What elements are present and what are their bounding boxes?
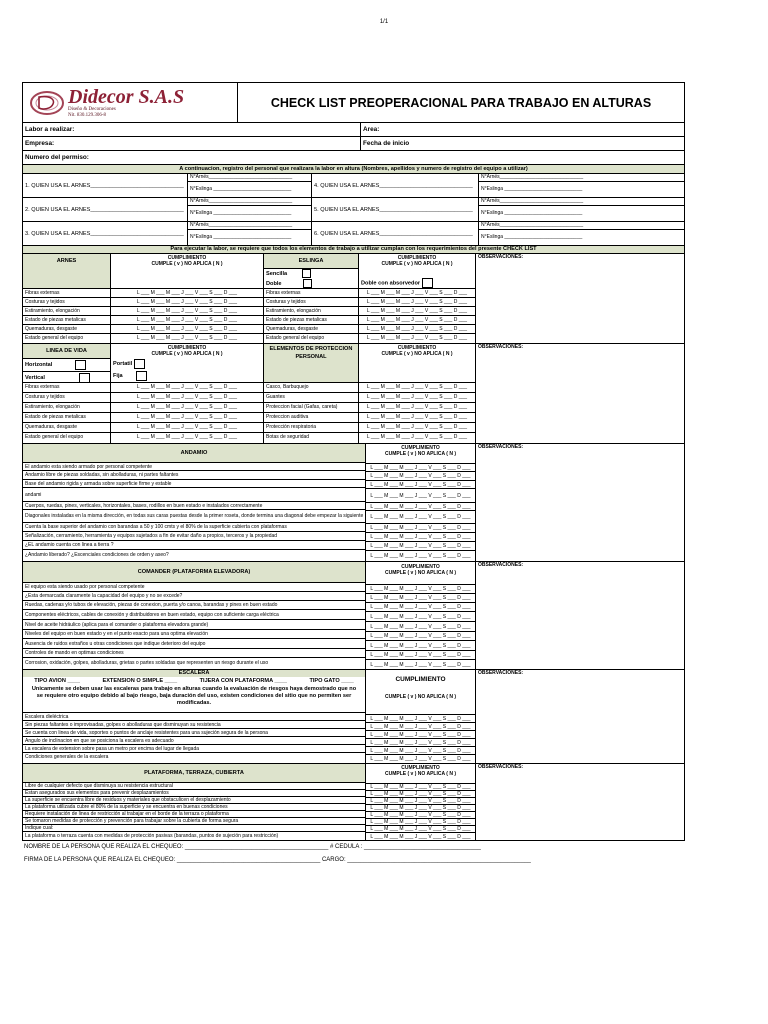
epp-rows bbox=[264, 383, 475, 443]
plataforma-check-block bbox=[366, 764, 476, 840]
arnes-head bbox=[23, 254, 263, 289]
arnes-number[interactable]: N°Arnés______________________________ bbox=[188, 198, 311, 206]
check-item-label: Requiere instalación de linea de restricción al trabajar en el borde de la terraza o plataforma bbox=[23, 811, 365, 818]
check-item-label: Nivel de aceite hidráulico (aplica para el comander o plataforma elevadora grande) bbox=[23, 620, 365, 630]
weekday-scale[interactable]: L ___ M ___ M ___ J ___ V ___ S ___ D ___ bbox=[366, 464, 475, 472]
cumple-label: CUMPLE ( v ) NO APLICA ( N ) bbox=[384, 570, 456, 576]
arnes-eslinga-section bbox=[23, 254, 684, 344]
escalera-title: ESCALERA bbox=[23, 670, 365, 677]
comander-items bbox=[23, 583, 365, 667]
doble-absorvedor-checkbox[interactable] bbox=[422, 278, 433, 288]
eslinga-cumplimiento-head bbox=[359, 254, 475, 288]
weekday-scale[interactable]: L ___ M ___ M ___ J ___ V ___ S ___ D ___ bbox=[136, 394, 238, 400]
weekday-scale[interactable]: L ___ M ___ M ___ J ___ V ___ S ___ D ___ bbox=[136, 317, 238, 323]
weekday-scale[interactable]: L ___ M ___ M ___ J ___ V ___ S ___ D ___ bbox=[366, 715, 475, 723]
logo-name: Didecor S.A.S bbox=[68, 85, 185, 108]
check-item-row bbox=[23, 433, 263, 443]
andamio-scales bbox=[366, 464, 475, 561]
escalera-check-block bbox=[366, 670, 476, 763]
weekday-scale[interactable]: L ___ M ___ M ___ J ___ V ___ S ___ D ___ bbox=[136, 434, 238, 440]
cumplimiento-label: CUMPLIMIENTO bbox=[397, 255, 437, 261]
doble-absorvedor-row bbox=[359, 278, 475, 288]
weekday-scale[interactable]: L ___ M ___ M ___ J ___ V ___ S ___ D ___ bbox=[370, 553, 471, 559]
doble-absorvedor-label: Doble con absorvedor bbox=[361, 280, 421, 287]
check-item-row bbox=[264, 393, 475, 403]
check-item-label: Costuras y tejidos bbox=[23, 298, 111, 306]
check-item-row bbox=[264, 298, 475, 307]
arnes-user-6[interactable]: 6. QUIEN USA EL ARNES______________________________ bbox=[312, 222, 479, 245]
check-item-row bbox=[23, 334, 263, 343]
weekday-scale[interactable]: L ___ M ___ M ___ J ___ V ___ S ___ D ___ bbox=[366, 798, 475, 805]
arnes-number[interactable]: N°Arnés______________________________ bbox=[479, 222, 684, 230]
check-item-label: Estado de piezas metalicas bbox=[264, 316, 359, 324]
weekday-scale[interactable]: L ___ M ___ M ___ J ___ V ___ S ___ D ___ bbox=[136, 290, 238, 296]
andamio-section bbox=[23, 444, 684, 562]
cumple-label: CUMPLE ( v ) NO APLICA ( N ) bbox=[381, 261, 453, 267]
check-item-label: Componentes eléctricos, cables de conexión y distribuidores en buen estado, equipo con suficiente carga eléctrica bbox=[23, 610, 365, 620]
cumplimiento-label: CUMPLIMIENTO bbox=[401, 445, 440, 451]
sencilla-label: Sencilla bbox=[266, 270, 288, 277]
weekday-scale[interactable]: L ___ M ___ M ___ J ___ V ___ S ___ D ___ bbox=[366, 335, 468, 341]
arnes-cumplimiento-head bbox=[111, 254, 263, 288]
weekday-scale[interactable]: L ___ M ___ M ___ J ___ V ___ S ___ D ___ bbox=[366, 290, 468, 296]
personal-header-row bbox=[23, 165, 684, 174]
epp-title: ELEMENTOS DE PROTECCION PERSONAL bbox=[264, 344, 359, 382]
weekday-scale[interactable]: L ___ M ___ M ___ J ___ V ___ S ___ D ___ bbox=[366, 472, 475, 481]
weekday-scale[interactable]: L ___ M ___ M ___ J ___ V ___ S ___ D ___ bbox=[366, 632, 475, 641]
eslinga-doble-row bbox=[264, 279, 358, 288]
comander-observaciones[interactable]: OBSERVACIONES: bbox=[478, 562, 524, 568]
check-item-label: Cuenta la base superior del andamio con barandas a 50 y 100 cmts y el 80% de la superficie cubierta con plataformas bbox=[23, 523, 365, 532]
check-item-row bbox=[264, 325, 475, 334]
vertical-label: Vertical bbox=[25, 375, 45, 381]
check-item-label: ¿Andamio liberado? ¿Escenciales condiciones de orden y aseo? bbox=[25, 552, 169, 558]
linea-right bbox=[111, 344, 263, 382]
linea-rows bbox=[23, 383, 263, 443]
linea-cumplimiento-head bbox=[111, 344, 263, 358]
vertical-checkbox[interactable] bbox=[79, 373, 90, 382]
check-item-label: Costuras y tejidos bbox=[264, 298, 359, 306]
weekday-scale[interactable]: L ___ M ___ M ___ J ___ V ___ S ___ D ___ bbox=[366, 731, 475, 739]
weekday-scale[interactable]: L ___ M ___ M ___ J ___ V ___ S ___ D ___ bbox=[366, 651, 475, 660]
check-item-row bbox=[23, 325, 263, 334]
eslinga-number[interactable]: N°Eslinga ____________________________ bbox=[190, 234, 292, 240]
check-item-row bbox=[23, 307, 263, 316]
nombre-cedula-line[interactable]: NOMBRE DE LA PERSONA QUE REALIZA EL CHEQUEO: ___________________________________________ # CEDULA : ___________________________________ bbox=[24, 844, 481, 850]
weekday-scale[interactable]: L ___ M ___ M ___ J ___ V ___ S ___ D ___ bbox=[366, 805, 475, 812]
escalera-observaciones[interactable]: OBSERVACIONES: bbox=[478, 670, 524, 676]
andamio-block bbox=[23, 444, 366, 561]
weekday-scale[interactable]: L ___ M ___ M ___ J ___ V ___ S ___ D ___ bbox=[136, 414, 238, 420]
cumplimiento-label: CUMPLIMIENTO bbox=[397, 345, 437, 351]
weekday-scale[interactable]: L ___ M ___ M ___ J ___ V ___ S ___ D ___ bbox=[366, 594, 475, 603]
cumplimiento-label: CUMPLIMIENTO bbox=[167, 255, 207, 261]
epp-head bbox=[264, 344, 475, 383]
fields-row-1 bbox=[23, 123, 684, 137]
check-item-row bbox=[23, 413, 263, 423]
plataforma-scales bbox=[366, 784, 475, 840]
weekday-scale[interactable]: L ___ M ___ M ___ J ___ V ___ S ___ D ___ bbox=[366, 524, 475, 533]
fija-checkbox[interactable] bbox=[136, 371, 147, 381]
comander-scales bbox=[366, 585, 475, 669]
check-item-label: Quemaduras, desgaste bbox=[264, 325, 359, 333]
arnes-user-3[interactable]: 3. QUIEN USA EL ARNES______________________________ bbox=[23, 222, 188, 245]
escalera-scales bbox=[366, 715, 475, 763]
eslinga-title: ESLINGA bbox=[264, 254, 358, 269]
check-item-label: La escalera de extension sobre pasa un metro por encima del lugar de llegada bbox=[23, 745, 365, 753]
comander-cumplimiento-head bbox=[366, 562, 475, 585]
tipo-avion[interactable]: TIPO AVION ____ bbox=[34, 678, 80, 684]
horizontal-label: Horizontal bbox=[25, 362, 53, 368]
weekday-scale[interactable]: L ___ M ___ M ___ J ___ V ___ S ___ D ___ bbox=[366, 585, 475, 594]
eslinga-number[interactable]: N°Eslinga ____________________________ bbox=[481, 186, 583, 192]
weekday-scale[interactable]: L ___ M ___ M ___ J ___ V ___ S ___ D ___ bbox=[370, 833, 471, 840]
weekday-scale[interactable]: L ___ M ___ M ___ J ___ V ___ S ___ D ___ bbox=[366, 404, 468, 410]
weekday-scale[interactable]: L ___ M ___ M ___ J ___ V ___ S ___ D ___ bbox=[366, 434, 468, 440]
check-item-row bbox=[264, 423, 475, 433]
weekday-scale[interactable]: L ___ M ___ M ___ J ___ V ___ S ___ D ___ bbox=[366, 612, 475, 622]
cumple-label: CUMPLE ( v ) NO APLICA ( N ) bbox=[384, 771, 456, 777]
cumplimiento-label: CUMPLIMIENTO bbox=[167, 345, 207, 351]
fecha-field[interactable]: Fecha de inicio bbox=[363, 140, 410, 147]
requirements-header-row bbox=[23, 246, 684, 254]
check-item-label: Costuras y tejidos bbox=[23, 393, 111, 402]
weekday-scale[interactable]: L ___ M ___ M ___ J ___ V ___ S ___ D ___ bbox=[366, 308, 468, 314]
cumple-label: CUMPLE ( v ) NO APLICA ( N ) bbox=[381, 351, 453, 357]
linea-block bbox=[23, 344, 264, 443]
plataforma-items bbox=[23, 783, 365, 839]
arnes-ids-3 bbox=[188, 222, 312, 245]
sencilla-checkbox[interactable] bbox=[302, 269, 311, 278]
weekday-scale[interactable]: L ___ M ___ M ___ J ___ V ___ S ___ D ___ bbox=[366, 784, 475, 791]
cumple-label: CUMPLE ( v ) NO APLICA ( N ) bbox=[151, 261, 223, 267]
check-item-row bbox=[23, 383, 263, 393]
check-item-label: La plataforma o terraza cuenta con medidas de protección pasivas (barandas, puntos de sujeción para restricción) bbox=[25, 832, 279, 839]
linea-head bbox=[23, 344, 263, 383]
vertical-row bbox=[23, 372, 110, 382]
arnes-ids-4 bbox=[479, 174, 684, 197]
tipo-extension[interactable]: EXTENSION O SIMPLE ____ bbox=[102, 678, 178, 684]
arnes-user-4[interactable]: 4. QUIEN USA EL ARNES______________________________ bbox=[312, 174, 479, 197]
check-item-label: Señalización, cerramiento, herramienta y equipos sujetados a fin de evitar daño a propios, terceros y la propiedad bbox=[23, 532, 365, 541]
weekday-scale[interactable]: L ___ M ___ M ___ J ___ V ___ S ___ D ___ bbox=[366, 394, 468, 400]
logo-subtitle: Diseño & Decoraciones bbox=[68, 106, 116, 112]
arnes-number[interactable]: N°Arnés______________________________ bbox=[188, 222, 311, 230]
check-item-label: Base del andamio rigida y armada sobre superficie firme y estable bbox=[23, 480, 365, 488]
check-item-row bbox=[264, 433, 475, 443]
arnes-title: ARNES bbox=[23, 254, 111, 288]
arnes-block bbox=[23, 254, 264, 343]
page-title: CHECK LIST PREOPERACIONAL PARA TRABAJO EN ALTURAS bbox=[270, 95, 652, 110]
check-item-row bbox=[23, 316, 263, 325]
plataforma-block bbox=[23, 764, 366, 840]
arnes-user-1[interactable]: 1. QUIEN USA EL ARNES______________________________ bbox=[23, 174, 188, 197]
tipo-tijera[interactable]: TIJERA CON PLATAFORMA ____ bbox=[199, 678, 287, 684]
portatil-label: Portatil bbox=[113, 361, 133, 367]
check-item-row bbox=[264, 383, 475, 393]
check-item-row bbox=[23, 289, 263, 298]
check-item-label: El equipo esta siendo usado por personal competente bbox=[23, 583, 365, 592]
weekday-scale[interactable]: L ___ M ___ M ___ J ___ V ___ S ___ D ___ bbox=[366, 481, 475, 489]
check-item-label: Estado general del equipo bbox=[23, 334, 111, 343]
weekday-scale[interactable]: L ___ M ___ M ___ J ___ V ___ S ___ D ___ bbox=[366, 819, 475, 826]
check-item-label: Cuerpos, ruedas, pines, verticales, horizontales, bases, rodillos en buen estado e instalados correctamente bbox=[23, 502, 365, 510]
andamio-title: ANDAMIO bbox=[23, 444, 365, 463]
weekday-scale[interactable]: L ___ M ___ M ___ J ___ V ___ S ___ D ___ bbox=[366, 424, 468, 430]
logo-nit: Nit. 830.129.306-8 bbox=[68, 112, 107, 118]
check-item-label: Estiramiento, elongación bbox=[23, 403, 111, 412]
linea-epp-section bbox=[23, 344, 684, 444]
weekday-scale[interactable]: L ___ M ___ M ___ J ___ V ___ S ___ D ___ bbox=[366, 739, 475, 747]
comander-title: COMANDER (PLATAFORMA ELEVADORA) bbox=[23, 562, 365, 583]
check-item-label: Estado general del equipo bbox=[264, 334, 359, 343]
weekday-scale[interactable]: L ___ M ___ M ___ J ___ V ___ S ___ D ___ bbox=[366, 791, 475, 798]
area-field[interactable]: Area: bbox=[363, 126, 380, 133]
cumplimiento-label: CUMPLIMIENTO bbox=[401, 564, 440, 570]
linea-observaciones[interactable]: OBSERVACIONES: bbox=[478, 344, 524, 350]
check-item-label: La plataforma utilizada cubre el 80% de la superficie y se encuentra en buenas condiciones bbox=[23, 804, 365, 811]
personal-row-3 bbox=[23, 222, 684, 246]
check-item-label: Estiramiento, elongación bbox=[23, 307, 111, 315]
weekday-scale[interactable]: L ___ M ___ M ___ J ___ V ___ S ___ D ___ bbox=[366, 533, 475, 542]
doble-label: Doble bbox=[266, 280, 282, 287]
horizontal-checkbox[interactable] bbox=[75, 360, 86, 370]
eslinga-sencilla-row bbox=[264, 269, 358, 279]
weekday-scale[interactable]: L ___ M ___ M ___ J ___ V ___ S ___ D ___ bbox=[366, 641, 475, 651]
check-item-label: Fibras externas bbox=[23, 383, 111, 392]
check-item-label: Estado de piezas metalicas bbox=[23, 316, 111, 324]
eslinga-type bbox=[264, 254, 359, 288]
comander-block bbox=[23, 562, 366, 669]
check-item-label: Casco, Barbuquejo bbox=[264, 383, 359, 392]
fija-row bbox=[111, 370, 263, 382]
check-item-row bbox=[23, 423, 263, 433]
andamio-check-block bbox=[366, 444, 476, 561]
check-item-label: Fibras externas bbox=[264, 289, 359, 297]
arnes-ids-6 bbox=[479, 222, 684, 245]
check-item-label: El andamio esta siendo armado por personal competente bbox=[23, 463, 365, 471]
weekday-scale[interactable]: L ___ M ___ M ___ J ___ V ___ S ___ D ___ bbox=[366, 384, 468, 390]
page-number: 1/1 bbox=[379, 19, 389, 25]
epp-block bbox=[264, 344, 476, 443]
eslinga-head bbox=[264, 254, 475, 289]
eslinga-block bbox=[264, 254, 476, 343]
weekday-scale[interactable]: L ___ M ___ M ___ J ___ V ___ S ___ D ___ bbox=[370, 661, 471, 668]
weekday-scale[interactable]: L ___ M ___ M ___ J ___ V ___ S ___ D ___ bbox=[370, 756, 471, 762]
arnes-number[interactable]: N°Arnés______________________________ bbox=[479, 198, 684, 206]
check-item-label: Proteccion facial (Gafas, careta) bbox=[264, 403, 359, 412]
check-item-label: Estiramiento, elongación bbox=[264, 307, 359, 315]
check-item-label: Proteccion auditiva bbox=[264, 413, 359, 422]
check-item-row bbox=[23, 298, 263, 307]
check-item-label: Condiciones generales de la escalera bbox=[25, 754, 109, 760]
weekday-scale[interactable]: L ___ M ___ M ___ J ___ V ___ S ___ D ___ bbox=[136, 384, 238, 390]
personal-row-1 bbox=[23, 174, 684, 198]
weekday-scale[interactable]: L ___ M ___ M ___ J ___ V ___ S ___ D ___ bbox=[366, 503, 475, 511]
checklist-form bbox=[22, 82, 685, 841]
doble-checkbox[interactable] bbox=[303, 279, 312, 288]
check-item-label: Estan asegurados sus elementos para prevenir desplazamientos bbox=[23, 790, 365, 797]
portatil-checkbox[interactable] bbox=[134, 359, 145, 369]
weekday-scale[interactable]: L ___ M ___ M ___ J ___ V ___ S ___ D ___ bbox=[136, 326, 238, 332]
escalera-note: Unicamente se deben usar las escaleras para trabajo en alturas cuando la evaluación de riesgos haya demostrado que no se requiere otro equipo debido al bajo riesgo, baja duración del uso, existen condiciones del sitio que no permiten ser modificadas. bbox=[31, 686, 357, 706]
plataforma-observaciones[interactable]: OBSERVACIONES: bbox=[478, 764, 524, 770]
check-item-label: ¿EL andamio cuenta con linea a tierra ? bbox=[23, 541, 365, 550]
weekday-scale[interactable]: L ___ M ___ M ___ J ___ V ___ S ___ D ___ bbox=[366, 511, 475, 524]
check-item-label: Se cuenta con linea de vida, soportes o puntos de anclaje resistentes para una sujeción segura de la persona bbox=[23, 729, 365, 737]
check-item-row bbox=[23, 403, 263, 413]
weekday-scale[interactable]: L ___ M ___ M ___ J ___ V ___ S ___ D ___ bbox=[366, 723, 475, 731]
weekday-scale[interactable]: L ___ M ___ M ___ J ___ V ___ S ___ D ___ bbox=[366, 299, 468, 305]
plataforma-cumplimiento-head bbox=[366, 764, 475, 784]
check-item-label: Estado de piezas metalicas bbox=[23, 413, 111, 422]
escalera-items bbox=[23, 713, 365, 761]
check-item-label: Guantes bbox=[264, 393, 359, 402]
cumplimiento-label: CUMPLIMIENTO bbox=[395, 676, 446, 683]
plataforma-section bbox=[23, 764, 684, 840]
portatil-row bbox=[111, 358, 263, 370]
check-item-row bbox=[264, 316, 475, 325]
comander-section bbox=[23, 562, 684, 670]
check-item-label: Estado general del equipo bbox=[23, 433, 111, 443]
fija-label: Fija bbox=[113, 373, 123, 379]
check-item-row bbox=[23, 393, 263, 403]
epp-cumplimiento-head bbox=[359, 344, 475, 382]
andamio-observaciones[interactable]: OBSERVACIONES: bbox=[478, 444, 524, 450]
check-item-label: Ruedas, cadenas y/o tubos de elevación, piezas de conexion, puerta y/o canoa, barandas y pines en buen estado bbox=[23, 601, 365, 610]
weekday-scale[interactable]: L ___ M ___ M ___ J ___ V ___ S ___ D ___ bbox=[366, 826, 475, 833]
check-item-label: Angulo de inclinacion en que se posiciona la escalera es adecuado bbox=[23, 737, 365, 745]
check-item-label: Andamio libre de piezas soldadas, sin abolladuras, ni partes faltantes bbox=[23, 471, 365, 480]
weekday-scale[interactable]: L ___ M ___ M ___ J ___ V ___ S ___ D ___ bbox=[366, 747, 475, 755]
weekday-scale[interactable]: L ___ M ___ M ___ J ___ V ___ S ___ D ___ bbox=[136, 308, 238, 314]
check-item-row bbox=[264, 289, 475, 298]
fields-row-2 bbox=[23, 137, 684, 151]
logo-emblem-icon bbox=[29, 90, 65, 116]
arnes-number[interactable]: N°Arnés______________________________ bbox=[188, 174, 311, 182]
check-item-label: Fibras externas bbox=[23, 289, 111, 297]
company-logo bbox=[23, 83, 238, 122]
plataforma-title: PLATAFORMA, TERRAZA, CUBIERTA bbox=[23, 764, 365, 783]
weekday-scale[interactable]: L ___ M ___ M ___ J ___ V ___ S ___ D ___ bbox=[366, 414, 468, 420]
check-item-row bbox=[264, 307, 475, 316]
eslinga-number[interactable]: N°Eslinga ____________________________ bbox=[190, 186, 292, 192]
check-item-label: Quemaduras, desgaste bbox=[23, 325, 111, 333]
arnes-ids-1 bbox=[188, 174, 312, 197]
check-item-label: Protección respiratoria bbox=[264, 423, 359, 432]
weekday-scale[interactable]: L ___ M ___ M ___ J ___ V ___ S ___ D ___ bbox=[136, 335, 238, 341]
check-item-label: Diagonales instaladas en la misma dirección, en todas sus caras puestas desde la primer roseta, donde termina una diagonal debe empezar la siguiente bbox=[23, 510, 365, 523]
check-item-label: andami bbox=[23, 488, 365, 502]
check-item-label: Ausencia de ruidos extraños u otras condiciones que indique deterioro del equipo bbox=[23, 639, 365, 649]
linea-title: LINEA DE VIDA bbox=[23, 344, 110, 359]
check-item-row bbox=[264, 334, 475, 343]
fields-row-3 bbox=[23, 151, 684, 165]
check-item-label: Quemaduras, desgaste bbox=[23, 423, 111, 432]
eslinga-number[interactable]: N°Eslinga ____________________________ bbox=[190, 210, 292, 216]
check-item-label: Se tomaron medidas de protección y prevención para trabajar sobre la cubierta de forma segura bbox=[23, 818, 365, 825]
personal-row-2 bbox=[23, 198, 684, 222]
check-item-label: La superficie se encuentra libre de residuos y materiales que obstaculicen el desplazamiento bbox=[23, 797, 365, 804]
requirements-header: Para ejecutar la labor, se requiere que todos los elementos de trabajo a utilizar cumplan con los requerimientos del presente CHECK LIST bbox=[170, 246, 537, 252]
check-item-row bbox=[264, 403, 475, 413]
check-item-label: Botas de seguridad bbox=[264, 433, 359, 443]
firma-cargo-line[interactable]: FIRMA DE LA PERSONA QUE REALIZA EL CHEQUEO: ___________________________________________ CARGO: _______________________________________________________ bbox=[24, 857, 531, 863]
check-item-label: Niveles del equipo en buen estado y en el punto exacto para una optima elevación bbox=[23, 630, 365, 639]
escalera-head bbox=[23, 670, 365, 713]
arnes-user-2[interactable]: 2. QUIEN USA EL ARNES______________________________ bbox=[23, 198, 188, 221]
escalera-section bbox=[23, 670, 684, 764]
escalera-types bbox=[23, 677, 365, 686]
horizontal-row bbox=[23, 359, 110, 372]
cumple-label: CUMPLE ( v ) NO APLICA ( N ) bbox=[151, 351, 223, 357]
escalera-cumplimiento-head bbox=[366, 672, 475, 715]
andamio-items bbox=[23, 463, 365, 560]
weekday-scale[interactable]: L ___ M ___ M ___ J ___ V ___ S ___ D ___ bbox=[366, 812, 475, 819]
weekday-scale[interactable]: L ___ M ___ M ___ J ___ V ___ S ___ D ___ bbox=[366, 326, 468, 332]
weekday-scale[interactable]: L ___ M ___ M ___ J ___ V ___ S ___ D ___ bbox=[366, 542, 475, 551]
eslinga-number[interactable]: N°Eslinga ____________________________ bbox=[481, 210, 583, 216]
check-item-label: Controles de mando en optimas condiciones bbox=[23, 649, 365, 658]
check-item-label: Escalera dieléctrica bbox=[23, 713, 365, 721]
check-item-label: Libre de cualquier defecto que disminuya su resistencia estructural bbox=[23, 783, 365, 790]
personal-header: A continuacion, registro del personal que realizara la labor en altura (Nombres, apellidos y numero de registro del equipo a utilizar) bbox=[179, 166, 528, 172]
check-item-label: Corrosion, oxidación, golpes, abolladuras, grietas o partes soldadas que representen un riesgo durante el uso bbox=[25, 659, 269, 666]
weekday-scale[interactable]: L ___ M ___ M ___ J ___ V ___ S ___ D ___ bbox=[366, 603, 475, 612]
arnes-observaciones[interactable]: OBSERVACIONES: bbox=[478, 254, 524, 260]
arnes-number[interactable]: N°Arnés______________________________ bbox=[479, 174, 684, 182]
comander-check-block bbox=[366, 562, 476, 669]
check-item-row bbox=[264, 413, 475, 423]
labor-field[interactable]: Labor a realizar: bbox=[23, 123, 361, 136]
linea-left bbox=[23, 344, 111, 382]
weekday-scale[interactable]: L ___ M ___ M ___ J ___ V ___ S ___ D ___ bbox=[366, 317, 468, 323]
empresa-field[interactable]: Empresa: bbox=[23, 137, 361, 150]
arnes-ids-2 bbox=[188, 198, 312, 221]
cumple-label: CUMPLE ( v ) NO APLICA ( N ) bbox=[384, 694, 456, 700]
weekday-scale[interactable]: L ___ M ___ M ___ J ___ V ___ S ___ D ___ bbox=[366, 622, 475, 632]
arnes-rows bbox=[23, 289, 263, 343]
eslinga-number[interactable]: N°Eslinga ____________________________ bbox=[481, 234, 583, 240]
cumplimiento-label: CUMPLIMIENTO bbox=[401, 765, 440, 771]
check-item-label: ¿Esta demarcada claramente la capacidad del equipo y no se excede? bbox=[23, 592, 365, 601]
andamio-cumplimiento-head bbox=[366, 444, 475, 464]
escalera-block bbox=[23, 670, 366, 763]
weekday-scale[interactable]: L ___ M ___ M ___ J ___ V ___ S ___ D ___ bbox=[366, 489, 475, 503]
tipo-gato[interactable]: TIPO GATO ____ bbox=[309, 678, 354, 684]
cumple-label: CUMPLE ( v ) NO APLICA ( N ) bbox=[384, 451, 456, 457]
weekday-scale[interactable]: L ___ M ___ M ___ J ___ V ___ S ___ D ___ bbox=[136, 424, 238, 430]
check-item-label: Indique cual: bbox=[23, 825, 365, 832]
check-item-label: Sin piezas faltantes o improvisadas, golpes o abolladuras que disminuyan su resistencia bbox=[23, 721, 365, 729]
arnes-ids-5 bbox=[479, 198, 684, 221]
eslinga-rows bbox=[264, 289, 475, 343]
weekday-scale[interactable]: L ___ M ___ M ___ J ___ V ___ S ___ D ___ bbox=[136, 299, 238, 305]
form-header bbox=[23, 83, 684, 123]
permiso-field[interactable]: Numero del permiso: bbox=[25, 154, 89, 161]
arnes-user-5[interactable]: 5. QUIEN USA EL ARNES______________________________ bbox=[312, 198, 479, 221]
weekday-scale[interactable]: L ___ M ___ M ___ J ___ V ___ S ___ D ___ bbox=[136, 404, 238, 410]
